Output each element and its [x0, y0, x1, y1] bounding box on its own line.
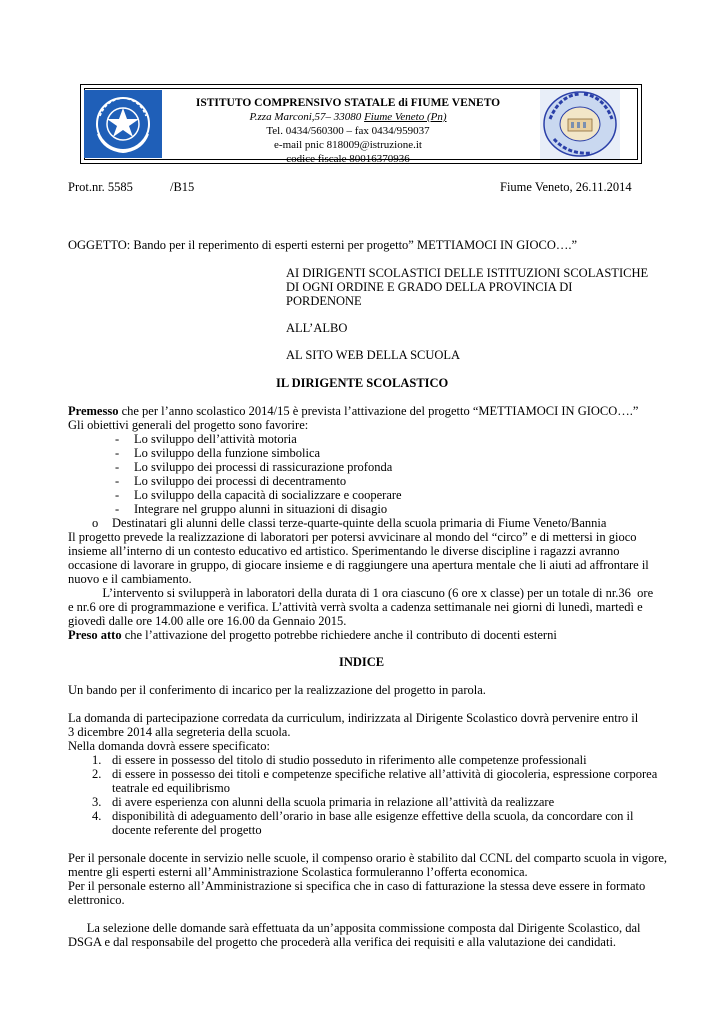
recipient-line: DI OGNI ORDINE E GRADO DELLA PROVINCIA DI [286, 280, 573, 294]
schedule-para-line: L’intervento si svilupperà in laboratori della durata di 1 ora ciascuno (6 ore x classe) per un totale di nr.36 ore [68, 586, 654, 600]
req-number: 4. [92, 809, 102, 823]
recipient-albo: ALL’ALBO [286, 321, 348, 335]
letterhead-text [170, 96, 526, 166]
project-para-line: occasione di lavorare in gruppo, di giocare insieme e di raggiungere una apertura mentale che li aiuti ad affrontare il [68, 558, 649, 572]
recipient-website: AL SITO WEB DELLA SCUOLA [286, 348, 461, 362]
recipient-line: AI DIRIGENTI SCOLASTICI DELLE ISTITUZIONI SCOLASTICHE [286, 266, 649, 280]
republic-emblem-icon [84, 90, 162, 158]
heading-dirigente: IL DIRIGENTE SCOLASTICO [276, 376, 449, 390]
req-item-cont: teatrale ed equilibrismo [112, 781, 231, 795]
recipients-note: Destinatari gli alunni delle classi terze-quarte-quinte della scuola primaria di Fiume Veneto/Bannia [112, 516, 607, 530]
compenso-line: mentre gli esperti esterni all’Amministrazione Scolastica formuleranno l’offerta economica. [68, 865, 528, 879]
domanda-line: 3 dicembre 2014 alla segreteria della scuola. [68, 725, 291, 739]
school-phone: Tel. 0434/560300 – fax 0434/959037 [266, 125, 430, 137]
school-fiscal-code: codice fiscale 80016370936 [286, 153, 410, 165]
req-number: 1. [92, 753, 102, 767]
bullet-circle-icon: o [92, 516, 99, 530]
req-item: di essere in possesso dei titoli e competenze specifiche relative all’attività di giocoleria, espressione corporea [112, 767, 658, 781]
selezione-line: DSGA e dal responsabile del progetto che procederà alla verifica dei requisiti e alla valutazione dei candidati. [68, 935, 617, 949]
place-date: Fiume Veneto, 26.11.2014 [500, 180, 632, 194]
objective-item: Lo sviluppo dei processi di decentramento [134, 474, 347, 488]
compenso-line: Per il personale esterno all’Amministrazione si specifica che in caso di fatturazione la stessa deve essere in formato [68, 879, 646, 893]
project-para-line: Il progetto prevede la realizzazione di laboratori per potersi avvicinare al mondo del “circo” e di mettersi in gioco [68, 530, 637, 544]
objective-item: Lo sviluppo della capacità di socializzare e cooperare [134, 488, 402, 502]
school-address: P.zza Marconi,57– 33080 Fiume Veneto (Pn) [249, 111, 447, 123]
protocol-ref: /B15 [170, 180, 195, 194]
premesso-line: Premesso che per l’anno scolastico 2014/15 è prevista l’attivazione del progetto “METTIAMOCI IN GIOCO….” [68, 404, 639, 418]
objective-item: Lo sviluppo dei processi di rassicurazione profonda [134, 460, 393, 474]
domanda-line: Nella domanda dovrà essere specificato: [68, 739, 270, 753]
heading-indice: INDICE [339, 655, 385, 669]
compenso-line: Per il personale docente in servizio nelle scuole, il compenso orario è stabilito dal CCNL del comparto scuola in vigore, [68, 851, 668, 865]
req-item-cont: docente referente del progetto [112, 823, 262, 837]
req-number: 2. [92, 767, 102, 781]
req-item: disponibilità di adeguamento dell’orario in base alle esigenze effettive della scuola, da concordare con il [112, 809, 634, 823]
subject-line: OGGETTO: Bando per il reperimento di esperti esterni per progetto” METTIAMOCI IN GIOCO….” [68, 238, 578, 252]
req-item: di essere in possesso del titolo di studio posseduto in riferimento alle competenze professionali [112, 753, 587, 767]
req-item: di avere esperienza con alunni della scuola primaria in relazione all’attività da realizzare [112, 795, 555, 809]
recipient-line: PORDENONE [286, 294, 362, 308]
schedule-para-line: e nr.6 ore di programmazione e verifica. L’attività verrà svolta a cadenza settimanale nei giorni di lunedì, martedì e [68, 600, 643, 614]
req-number: 3. [92, 795, 102, 809]
school-name: ISTITUTO COMPRENSIVO STATALE di FIUME VENETO [195, 97, 501, 109]
objectives-intro: Gli obiettivi generali del progetto sono favorire: [68, 418, 309, 432]
compenso-line: elettronico. [68, 893, 125, 907]
objective-item: Lo sviluppo dell’attività motoria [134, 432, 297, 446]
school-email: e-mail pnic 818009@istruzione.it [274, 139, 422, 151]
selezione-line: La selezione delle domande sarà effettuata da un’apposita commissione composta dal Dirigente Scolastico, dal [68, 921, 641, 935]
project-para-line: insieme all’interno di un contesto educativo ed artistico. Sperimentando le diverse discipline i ragazzi avranno [68, 544, 620, 558]
project-para-line: nuovo e il cambiamento. [68, 572, 192, 586]
domanda-line: La domanda di partecipazione corredata da curriculum, indirizzata al Dirigente Scolastico dovrà pervenire entro il [68, 711, 639, 725]
school-logo-icon [540, 89, 620, 159]
bando-line: Un bando per il conferimento di incarico per la realizzazione del progetto in parola. [68, 683, 486, 697]
schedule-para-line: giovedì dalle ore 14.00 alle ore 16.00 da Gennaio 2015. [68, 614, 347, 628]
protocol-number: Prot.nr. 5585 [68, 180, 133, 194]
objective-item: Lo sviluppo della funzione simbolica [134, 446, 321, 460]
preso-atto-line: Preso atto che l’attivazione del progetto potrebbe richiedere anche il contributo di docenti esterni [68, 628, 557, 642]
objective-item: Integrare nel gruppo alunni in situazioni di disagio [134, 502, 388, 516]
